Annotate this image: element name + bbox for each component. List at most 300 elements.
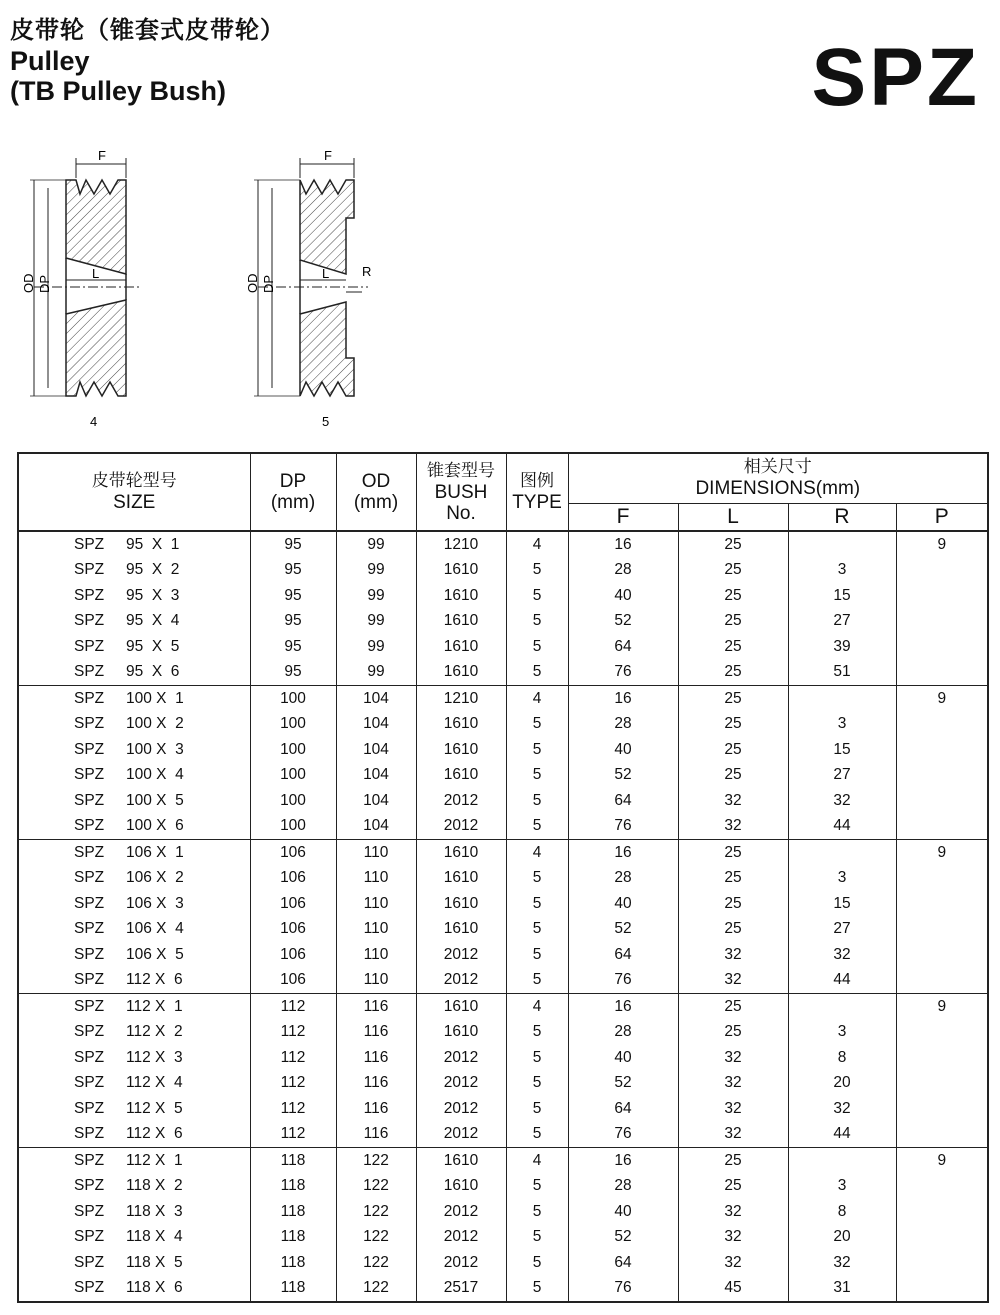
cell-bush: 1610 bbox=[416, 994, 506, 1020]
header-dp bbox=[250, 453, 336, 531]
cell-dp: 106 bbox=[250, 917, 336, 943]
cell-bush: 1610 bbox=[416, 891, 506, 917]
header-p: P bbox=[896, 503, 988, 531]
cell-bush: 2012 bbox=[416, 1122, 506, 1148]
cell-bush: 1610 bbox=[416, 1020, 506, 1046]
table-row bbox=[18, 763, 988, 789]
cell-l: 25 bbox=[678, 1174, 788, 1200]
size-prefix: SPZ bbox=[74, 1074, 105, 1092]
cell-size bbox=[18, 866, 250, 892]
cell-f: 64 bbox=[568, 788, 678, 814]
header-od-label: OD bbox=[361, 471, 391, 492]
cell-p bbox=[896, 968, 988, 994]
table-row bbox=[18, 1045, 988, 1071]
size-value: 106 X 3 bbox=[126, 894, 184, 912]
cell-l: 25 bbox=[678, 583, 788, 609]
cell-bush: 2012 bbox=[416, 968, 506, 994]
cell-od: 116 bbox=[336, 1071, 416, 1097]
cell-size bbox=[18, 814, 250, 840]
cell-p bbox=[896, 1225, 988, 1251]
header-dimensions-cn: 相关尺寸 bbox=[743, 457, 812, 478]
size-prefix: SPZ bbox=[74, 843, 105, 861]
cell-bush: 1210 bbox=[416, 531, 506, 558]
cell-p bbox=[896, 763, 988, 789]
cell-od: 104 bbox=[336, 788, 416, 814]
cell-r: 8 bbox=[788, 1199, 896, 1225]
cell-size bbox=[18, 737, 250, 763]
cell-bush: 2012 bbox=[416, 1045, 506, 1071]
r-dim-label: R bbox=[362, 264, 372, 279]
cell-bush: 1610 bbox=[416, 609, 506, 635]
table-row bbox=[18, 840, 988, 866]
cell-p bbox=[896, 1071, 988, 1097]
table-row bbox=[18, 1174, 988, 1200]
table-row bbox=[18, 942, 988, 968]
cell-od: 99 bbox=[336, 660, 416, 686]
cell-dp: 95 bbox=[250, 558, 336, 584]
cell-p bbox=[896, 917, 988, 943]
cell-size bbox=[18, 1045, 250, 1071]
header-od bbox=[336, 453, 416, 531]
cell-bush: 1610 bbox=[416, 712, 506, 738]
cell-dp: 106 bbox=[250, 840, 336, 866]
size-value: 106 X 4 bbox=[126, 920, 184, 938]
size-prefix: SPZ bbox=[74, 1151, 105, 1169]
cell-size bbox=[18, 609, 250, 635]
cell-f: 76 bbox=[568, 660, 678, 686]
cell-size bbox=[18, 1199, 250, 1225]
size-prefix: SPZ bbox=[74, 791, 105, 809]
header-od-unit: (mm) bbox=[353, 492, 399, 513]
cell-dp: 95 bbox=[250, 583, 336, 609]
cell-dp: 112 bbox=[250, 994, 336, 1020]
cell-type: 5 bbox=[506, 660, 568, 686]
title-block bbox=[10, 14, 285, 106]
cell-bush: 2012 bbox=[416, 1096, 506, 1122]
header-dp-unit: (mm) bbox=[270, 492, 316, 513]
cell-f: 64 bbox=[568, 942, 678, 968]
cell-size bbox=[18, 660, 250, 686]
cell-type: 5 bbox=[506, 737, 568, 763]
cell-type: 5 bbox=[506, 866, 568, 892]
cell-size bbox=[18, 942, 250, 968]
size-value: 112 X 5 bbox=[126, 1099, 183, 1117]
cell-od: 116 bbox=[336, 1096, 416, 1122]
cell-l: 32 bbox=[678, 1096, 788, 1122]
cell-l: 25 bbox=[678, 737, 788, 763]
cell-f: 40 bbox=[568, 891, 678, 917]
cell-p bbox=[896, 1250, 988, 1276]
cell-f: 52 bbox=[568, 917, 678, 943]
cell-r: 32 bbox=[788, 1096, 896, 1122]
cell-bush: 1610 bbox=[416, 1174, 506, 1200]
cell-od: 122 bbox=[336, 1174, 416, 1200]
table-row bbox=[18, 788, 988, 814]
cell-dp: 118 bbox=[250, 1174, 336, 1200]
size-value: 95 X 3 bbox=[126, 586, 180, 604]
size-value: 118 X 6 bbox=[126, 1279, 183, 1297]
spec-table-body bbox=[18, 531, 988, 1302]
l-dim-label: L bbox=[322, 266, 330, 281]
cell-l: 25 bbox=[678, 1020, 788, 1046]
pulley-section-drawing-5 bbox=[238, 148, 388, 438]
cell-p bbox=[896, 583, 988, 609]
size-value: 118 X 3 bbox=[126, 1202, 183, 1220]
header-bush-en: BUSH bbox=[434, 481, 488, 503]
size-prefix: SPZ bbox=[74, 1048, 105, 1066]
cell-od: 99 bbox=[336, 558, 416, 584]
cell-p bbox=[896, 1122, 988, 1148]
cell-f: 28 bbox=[568, 1020, 678, 1046]
table-row bbox=[18, 968, 988, 994]
cell-l: 32 bbox=[678, 1122, 788, 1148]
title-english: Pulley bbox=[10, 46, 90, 76]
cell-dp: 112 bbox=[250, 1122, 336, 1148]
header-size bbox=[18, 453, 250, 531]
cell-p: 9 bbox=[896, 1148, 988, 1174]
cell-od: 99 bbox=[336, 531, 416, 558]
cell-size bbox=[18, 1148, 250, 1174]
cell-l: 32 bbox=[678, 968, 788, 994]
cell-od: 122 bbox=[336, 1276, 416, 1303]
cell-p bbox=[896, 866, 988, 892]
cell-bush: 2012 bbox=[416, 788, 506, 814]
cell-size bbox=[18, 917, 250, 943]
table-row bbox=[18, 583, 988, 609]
cell-dp: 118 bbox=[250, 1250, 336, 1276]
diagram-number-4: 4 bbox=[90, 414, 98, 429]
cell-p bbox=[896, 1096, 988, 1122]
cell-r bbox=[788, 994, 896, 1020]
cell-type: 5 bbox=[506, 1020, 568, 1046]
cell-r bbox=[788, 840, 896, 866]
cell-bush: 1610 bbox=[416, 763, 506, 789]
size-value: 112 X 4 bbox=[126, 1074, 183, 1092]
cell-dp: 95 bbox=[250, 531, 336, 558]
size-prefix: SPZ bbox=[74, 612, 105, 630]
cell-size bbox=[18, 712, 250, 738]
diagram-type-4 bbox=[14, 148, 154, 438]
table-row bbox=[18, 1250, 988, 1276]
size-prefix: SPZ bbox=[74, 689, 105, 707]
cell-od: 99 bbox=[336, 609, 416, 635]
cell-l: 25 bbox=[678, 531, 788, 558]
size-prefix: SPZ bbox=[74, 535, 105, 553]
cell-dp: 112 bbox=[250, 1096, 336, 1122]
size-prefix: SPZ bbox=[74, 1228, 105, 1246]
cell-type: 5 bbox=[506, 788, 568, 814]
cell-l: 25 bbox=[678, 1148, 788, 1174]
size-value: 118 X 5 bbox=[126, 1253, 183, 1271]
cell-od: 104 bbox=[336, 686, 416, 712]
cell-od: 116 bbox=[336, 1122, 416, 1148]
cell-f: 40 bbox=[568, 1199, 678, 1225]
cell-r: 15 bbox=[788, 891, 896, 917]
cell-type: 5 bbox=[506, 609, 568, 635]
cell-size bbox=[18, 1122, 250, 1148]
cell-l: 25 bbox=[678, 609, 788, 635]
cell-bush: 1610 bbox=[416, 660, 506, 686]
cell-l: 25 bbox=[678, 763, 788, 789]
cell-r bbox=[788, 686, 896, 712]
cell-type: 5 bbox=[506, 1071, 568, 1097]
cell-type: 4 bbox=[506, 686, 568, 712]
cell-r: 20 bbox=[788, 1225, 896, 1251]
cell-f: 16 bbox=[568, 686, 678, 712]
size-prefix: SPZ bbox=[74, 894, 105, 912]
cell-l: 32 bbox=[678, 814, 788, 840]
header-bush-no: No. bbox=[446, 502, 476, 524]
header-l: L bbox=[678, 503, 788, 531]
cell-r: 8 bbox=[788, 1045, 896, 1071]
size-prefix: SPZ bbox=[74, 663, 105, 681]
cell-bush: 2517 bbox=[416, 1276, 506, 1303]
cell-r bbox=[788, 531, 896, 558]
size-value: 95 X 1 bbox=[126, 535, 180, 553]
table-row bbox=[18, 1020, 988, 1046]
cell-dp: 100 bbox=[250, 686, 336, 712]
cell-od: 116 bbox=[336, 994, 416, 1020]
cell-r: 27 bbox=[788, 763, 896, 789]
spec-table bbox=[17, 452, 989, 1303]
size-value: 112 X 3 bbox=[126, 1048, 183, 1066]
diagram-number-5: 5 bbox=[322, 414, 330, 429]
cell-p bbox=[896, 660, 988, 686]
cell-p bbox=[896, 712, 988, 738]
size-value: 95 X 2 bbox=[126, 561, 180, 579]
size-prefix: SPZ bbox=[74, 997, 105, 1015]
cell-r: 3 bbox=[788, 866, 896, 892]
cell-size bbox=[18, 1071, 250, 1097]
cell-size bbox=[18, 968, 250, 994]
cell-dp: 118 bbox=[250, 1199, 336, 1225]
cell-r: 15 bbox=[788, 737, 896, 763]
size-value: 100 X 3 bbox=[126, 740, 184, 758]
cell-f: 16 bbox=[568, 994, 678, 1020]
size-prefix: SPZ bbox=[74, 971, 105, 989]
cell-od: 122 bbox=[336, 1199, 416, 1225]
subtitle-english: (TB Pulley Bush) bbox=[10, 76, 227, 106]
cell-od: 110 bbox=[336, 942, 416, 968]
size-value: 112 X 2 bbox=[126, 1023, 183, 1041]
cell-type: 5 bbox=[506, 1199, 568, 1225]
cell-bush: 1610 bbox=[416, 737, 506, 763]
cell-dp: 95 bbox=[250, 634, 336, 660]
cell-p bbox=[896, 1276, 988, 1303]
size-value: 112 X 6 bbox=[126, 1125, 183, 1143]
cell-od: 104 bbox=[336, 814, 416, 840]
cell-type: 5 bbox=[506, 968, 568, 994]
cell-f: 28 bbox=[568, 558, 678, 584]
cell-od: 122 bbox=[336, 1225, 416, 1251]
cell-size bbox=[18, 1250, 250, 1276]
cell-p bbox=[896, 1174, 988, 1200]
cell-size bbox=[18, 1174, 250, 1200]
cell-f: 76 bbox=[568, 968, 678, 994]
cell-l: 25 bbox=[678, 840, 788, 866]
cell-type: 4 bbox=[506, 531, 568, 558]
cell-r: 32 bbox=[788, 1250, 896, 1276]
size-value: 100 X 5 bbox=[126, 791, 184, 809]
cell-p bbox=[896, 1045, 988, 1071]
cell-size bbox=[18, 763, 250, 789]
cell-size bbox=[18, 1276, 250, 1303]
cell-dp: 100 bbox=[250, 712, 336, 738]
size-value: 95 X 6 bbox=[126, 663, 180, 681]
size-prefix: SPZ bbox=[74, 715, 105, 733]
cell-f: 52 bbox=[568, 1071, 678, 1097]
cell-dp: 95 bbox=[250, 609, 336, 635]
cell-dp: 118 bbox=[250, 1276, 336, 1303]
cell-p: 9 bbox=[896, 531, 988, 558]
cell-f: 16 bbox=[568, 531, 678, 558]
size-prefix: SPZ bbox=[74, 586, 105, 604]
cell-size bbox=[18, 1096, 250, 1122]
cell-p bbox=[896, 634, 988, 660]
od-dim-label: OD bbox=[245, 273, 260, 293]
cell-size bbox=[18, 1225, 250, 1251]
cell-p: 9 bbox=[896, 686, 988, 712]
cell-size bbox=[18, 634, 250, 660]
cell-od: 104 bbox=[336, 712, 416, 738]
cell-type: 5 bbox=[506, 891, 568, 917]
size-value: 95 X 5 bbox=[126, 637, 180, 655]
cell-bush: 2012 bbox=[416, 814, 506, 840]
cell-bush: 2012 bbox=[416, 1250, 506, 1276]
cell-l: 25 bbox=[678, 994, 788, 1020]
size-prefix: SPZ bbox=[74, 1125, 105, 1143]
cell-r: 31 bbox=[788, 1276, 896, 1303]
cell-od: 122 bbox=[336, 1250, 416, 1276]
cell-od: 99 bbox=[336, 583, 416, 609]
cell-dp: 118 bbox=[250, 1225, 336, 1251]
cell-f: 40 bbox=[568, 1045, 678, 1071]
header-type-en: TYPE bbox=[512, 492, 562, 513]
cell-dp: 100 bbox=[250, 814, 336, 840]
cell-bush: 1610 bbox=[416, 840, 506, 866]
table-row bbox=[18, 994, 988, 1020]
cell-dp: 100 bbox=[250, 763, 336, 789]
cell-dp: 106 bbox=[250, 968, 336, 994]
size-value: 100 X 2 bbox=[126, 715, 184, 733]
cell-dp: 106 bbox=[250, 866, 336, 892]
table-row bbox=[18, 1225, 988, 1251]
table-row bbox=[18, 1148, 988, 1174]
cell-type: 5 bbox=[506, 1225, 568, 1251]
cell-dp: 106 bbox=[250, 942, 336, 968]
cell-l: 25 bbox=[678, 660, 788, 686]
table-row bbox=[18, 686, 988, 712]
cell-type: 5 bbox=[506, 1045, 568, 1071]
header-type bbox=[506, 453, 568, 531]
cell-size bbox=[18, 891, 250, 917]
cell-od: 104 bbox=[336, 763, 416, 789]
cell-bush: 2012 bbox=[416, 942, 506, 968]
cell-od: 99 bbox=[336, 634, 416, 660]
size-prefix: SPZ bbox=[74, 817, 105, 835]
table-row bbox=[18, 1096, 988, 1122]
cell-f: 52 bbox=[568, 1225, 678, 1251]
size-prefix: SPZ bbox=[74, 561, 105, 579]
cell-size bbox=[18, 840, 250, 866]
cell-l: 32 bbox=[678, 788, 788, 814]
cell-l: 25 bbox=[678, 558, 788, 584]
cell-l: 25 bbox=[678, 866, 788, 892]
header-size-en: SIZE bbox=[113, 492, 156, 513]
cell-p bbox=[896, 737, 988, 763]
cell-dp: 100 bbox=[250, 788, 336, 814]
cell-l: 25 bbox=[678, 917, 788, 943]
table-row bbox=[18, 531, 988, 558]
cell-size bbox=[18, 583, 250, 609]
size-prefix: SPZ bbox=[74, 766, 105, 784]
size-prefix: SPZ bbox=[74, 1202, 105, 1220]
size-prefix: SPZ bbox=[74, 637, 105, 655]
cell-r: 44 bbox=[788, 968, 896, 994]
size-prefix: SPZ bbox=[74, 1099, 105, 1117]
header-dimensions-en: DIMENSIONS(mm) bbox=[695, 478, 861, 500]
cell-bush: 2012 bbox=[416, 1225, 506, 1251]
cell-r: 15 bbox=[788, 583, 896, 609]
cell-r bbox=[788, 1148, 896, 1174]
cell-r: 27 bbox=[788, 917, 896, 943]
cell-p: 9 bbox=[896, 994, 988, 1020]
cell-dp: 112 bbox=[250, 1020, 336, 1046]
cell-type: 5 bbox=[506, 1096, 568, 1122]
cell-od: 104 bbox=[336, 737, 416, 763]
cell-od: 122 bbox=[336, 1148, 416, 1174]
cell-p bbox=[896, 788, 988, 814]
cell-type: 4 bbox=[506, 994, 568, 1020]
model-code: SPZ bbox=[811, 32, 980, 123]
table-row bbox=[18, 634, 988, 660]
cell-p bbox=[896, 1020, 988, 1046]
cell-type: 5 bbox=[506, 942, 568, 968]
cell-type: 5 bbox=[506, 917, 568, 943]
table-row bbox=[18, 712, 988, 738]
cell-size bbox=[18, 788, 250, 814]
cell-f: 40 bbox=[568, 737, 678, 763]
cell-type: 5 bbox=[506, 1250, 568, 1276]
cell-r: 39 bbox=[788, 634, 896, 660]
cell-dp: 100 bbox=[250, 737, 336, 763]
cell-dp: 112 bbox=[250, 1045, 336, 1071]
size-value: 112 X 6 bbox=[126, 971, 183, 989]
table-row bbox=[18, 660, 988, 686]
cell-f: 64 bbox=[568, 1250, 678, 1276]
header-bush-cn: 锥套型号 bbox=[427, 460, 495, 481]
table-row bbox=[18, 558, 988, 584]
size-value: 100 X 6 bbox=[126, 817, 184, 835]
cell-l: 25 bbox=[678, 712, 788, 738]
table-row bbox=[18, 1199, 988, 1225]
f-dim-label: F bbox=[98, 148, 106, 163]
cell-size bbox=[18, 558, 250, 584]
cell-l: 32 bbox=[678, 1225, 788, 1251]
cell-p bbox=[896, 1199, 988, 1225]
f-dim-label: F bbox=[324, 148, 332, 163]
header-size-cn: 皮带轮型号 bbox=[91, 471, 177, 491]
cell-l: 25 bbox=[678, 686, 788, 712]
cell-l: 45 bbox=[678, 1276, 788, 1303]
cell-type: 5 bbox=[506, 712, 568, 738]
pulley-section-drawing-4 bbox=[14, 148, 154, 438]
size-value: 106 X 2 bbox=[126, 869, 184, 887]
cell-type: 4 bbox=[506, 1148, 568, 1174]
cell-r: 32 bbox=[788, 942, 896, 968]
header-bush bbox=[416, 453, 506, 531]
cell-dp: 95 bbox=[250, 660, 336, 686]
